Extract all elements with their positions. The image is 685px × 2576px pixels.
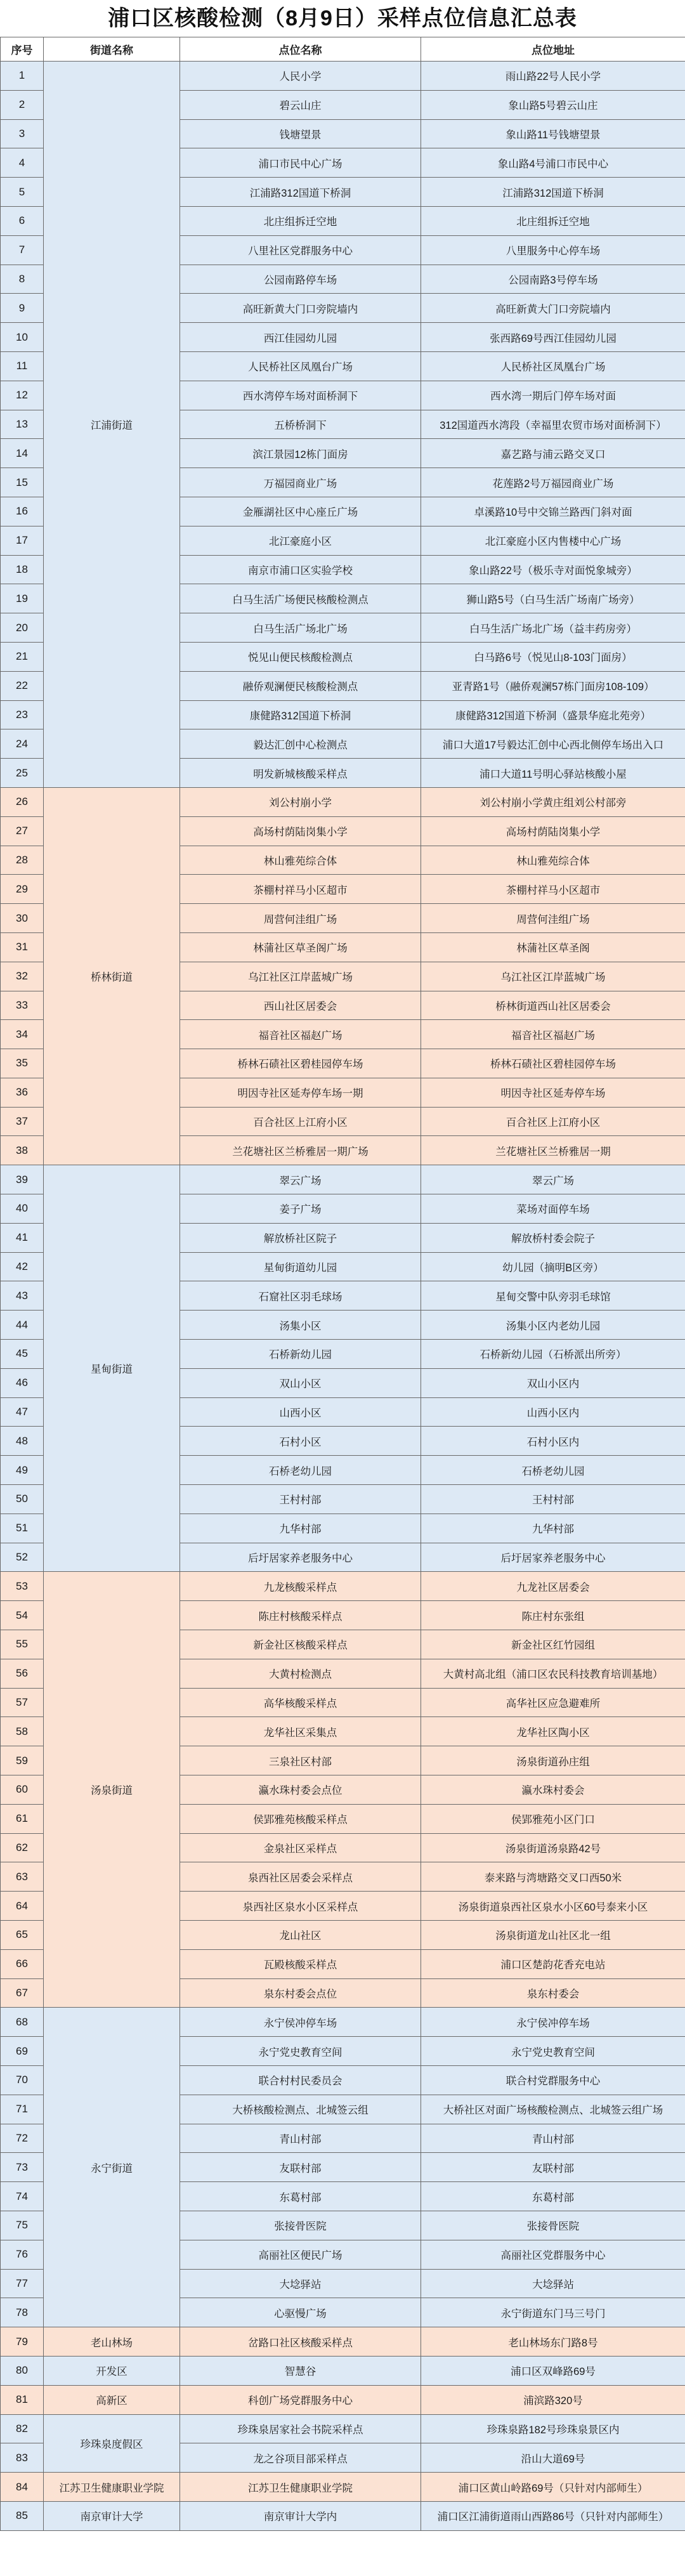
row-seq-cell: 4 <box>1 148 44 178</box>
point-name-cell: 兰花塘社区兰桥雅居一期广场 <box>180 1136 421 1165</box>
point-name-cell: 五桥桥洞下 <box>180 410 421 439</box>
point-name-cell: 泉西社区泉水小区采样点 <box>180 1892 421 1921</box>
table-row <box>1 62 685 91</box>
point-address-cell: 后圩居家养老服务中心 <box>421 1543 685 1572</box>
row-seq-cell: 27 <box>1 816 44 846</box>
street-name-cell: 高新区 <box>44 2385 180 2414</box>
point-address-cell: 象山路11号钱塘望景 <box>421 119 685 148</box>
point-address-cell: 高华社区应急避难所 <box>421 1688 685 1717</box>
row-seq-cell: 59 <box>1 1746 44 1775</box>
point-name-cell: 王村村部 <box>180 1485 421 1514</box>
point-name-cell: 东葛村部 <box>180 2182 421 2211</box>
point-name-cell: 珍珠泉居家社会书院采样点 <box>180 2414 421 2443</box>
point-address-cell: 公园南路3号停车场 <box>421 265 685 294</box>
row-seq-cell: 31 <box>1 932 44 962</box>
point-name-cell: 百合社区上江府小区 <box>180 1107 421 1136</box>
street-name-cell: 星甸街道 <box>44 1165 180 1572</box>
table-body <box>1 62 685 2531</box>
header-row <box>1 37 685 62</box>
point-name-cell: 大黄村检测点 <box>180 1659 421 1688</box>
point-name-cell: 大桥核酸检测点、北城签云组 <box>180 2095 421 2124</box>
point-name-cell: 林山雅苑综合体 <box>180 846 421 875</box>
point-name-cell: 白马生活广场便民核酸检测点 <box>180 584 421 613</box>
point-address-cell: 泰来路与湾塘路交叉口西50米 <box>421 1862 685 1892</box>
point-name-cell: 毅达汇创中心检测点 <box>180 729 421 759</box>
point-name-cell: 南京审计大学内 <box>180 2501 421 2530</box>
table-row <box>1 2385 685 2414</box>
row-seq-cell: 78 <box>1 2298 44 2327</box>
point-name-cell: 石窟社区羽毛球场 <box>180 1281 421 1311</box>
row-seq-cell: 39 <box>1 1165 44 1194</box>
point-name-cell: 高场村荫陆岗集小学 <box>180 816 421 846</box>
point-address-cell: 大桥社区对面广场核酸检测点、北城签云组广场 <box>421 2095 685 2124</box>
point-address-cell: 明因寺社区延寿停车场 <box>421 1078 685 1107</box>
point-address-cell: 西水湾一期后门停车场对面 <box>421 381 685 410</box>
point-name-cell: 碧云山庄 <box>180 90 421 119</box>
row-seq-cell: 17 <box>1 526 44 555</box>
point-address-cell: 浦口区黄山岭路69号（只针对内部师生） <box>421 2473 685 2502</box>
point-name-cell: 侯郢雅苑核酸采样点 <box>180 1804 421 1833</box>
point-name-cell: 刘公村崩小学 <box>180 787 421 816</box>
sampling-points-table <box>0 37 685 2531</box>
point-name-cell: 泉西社区居委会采样点 <box>180 1862 421 1892</box>
row-seq-cell: 74 <box>1 2182 44 2211</box>
point-address-cell: 卓溪路10号中交锦兰路西门斜对面 <box>421 497 685 526</box>
point-name-cell: 白马生活广场北广场 <box>180 613 421 643</box>
point-address-cell: 老山林场东门路8号 <box>421 2327 685 2357</box>
point-name-cell: 林蒲社区草圣阁广场 <box>180 932 421 962</box>
street-name-cell: 永宁街道 <box>44 2008 180 2327</box>
point-name-cell: 三泉社区村部 <box>180 1746 421 1775</box>
row-seq-cell: 72 <box>1 2124 44 2153</box>
row-seq-cell: 36 <box>1 1078 44 1107</box>
point-address-cell: 菜场对面停车场 <box>421 1194 685 1224</box>
point-address-cell: 象山路22号（极乐寺对面悦象城旁） <box>421 555 685 584</box>
point-name-cell: 周营何洼组广场 <box>180 904 421 933</box>
row-seq-cell: 58 <box>1 1717 44 1746</box>
street-name-cell: 老山林场 <box>44 2327 180 2357</box>
row-seq-cell: 30 <box>1 904 44 933</box>
point-name-cell: 永宁党史教育空间 <box>180 2037 421 2066</box>
row-seq-cell: 2 <box>1 90 44 119</box>
street-name-cell: 南京审计大学 <box>44 2501 180 2530</box>
street-name-cell: 汤泉街道 <box>44 1572 180 2008</box>
point-address-cell: 山西小区内 <box>421 1397 685 1427</box>
point-name-cell: 江苏卫生健康职业学院 <box>180 2473 421 2502</box>
point-address-cell: 茶棚村祥马小区超市 <box>421 875 685 904</box>
row-seq-cell: 47 <box>1 1397 44 1427</box>
point-address-cell: 林山雅苑综合体 <box>421 846 685 875</box>
header-point-name: 点位名称 <box>180 37 421 62</box>
point-address-cell: 康健路312国道下桥洞（盛景华庭北苑旁） <box>421 700 685 729</box>
row-seq-cell: 21 <box>1 642 44 671</box>
point-address-cell: 北江豪庭小区内售楼中心广场 <box>421 526 685 555</box>
point-address-cell: 浦口大道11号明心驿站核酸小屋 <box>421 759 685 788</box>
row-seq-cell: 3 <box>1 119 44 148</box>
row-seq-cell: 53 <box>1 1572 44 1601</box>
row-seq-cell: 20 <box>1 613 44 643</box>
point-name-cell: 汤集小区 <box>180 1311 421 1340</box>
point-address-cell: 永宁街道东门马三号门 <box>421 2298 685 2327</box>
point-name-cell: 解放桥社区院子 <box>180 1223 421 1252</box>
row-seq-cell: 68 <box>1 2008 44 2037</box>
row-seq-cell: 56 <box>1 1659 44 1688</box>
row-seq-cell: 82 <box>1 2414 44 2443</box>
row-seq-cell: 11 <box>1 351 44 381</box>
point-name-cell: 人民小学 <box>180 62 421 91</box>
row-seq-cell: 12 <box>1 381 44 410</box>
point-name-cell: 山西小区 <box>180 1397 421 1427</box>
row-seq-cell: 81 <box>1 2385 44 2414</box>
point-address-cell: 大埝驿站 <box>421 2269 685 2298</box>
row-seq-cell: 46 <box>1 1368 44 1397</box>
street-name-cell: 江浦街道 <box>44 62 180 788</box>
row-seq-cell: 62 <box>1 1833 44 1862</box>
point-address-cell: 石桥老幼儿园 <box>421 1456 685 1485</box>
point-name-cell: 高华核酸采样点 <box>180 1688 421 1717</box>
point-name-cell: 瀛水珠村委会点位 <box>180 1775 421 1805</box>
point-address-cell: 泉东村委会 <box>421 1978 685 2008</box>
point-name-cell: 明发新城核酸采样点 <box>180 759 421 788</box>
point-address-cell: 白马生活广场北广场（益丰药房旁） <box>421 613 685 643</box>
point-name-cell: 智慧谷 <box>180 2356 421 2385</box>
point-name-cell: 高旺新黄大门口旁院墙内 <box>180 294 421 323</box>
point-address-cell: 解放桥村委会院子 <box>421 1223 685 1252</box>
row-seq-cell: 71 <box>1 2095 44 2124</box>
point-address-cell: 高场村荫陆岗集小学 <box>421 816 685 846</box>
page-title: 浦口区核酸检测（8月9日）采样点位信息汇总表 <box>0 0 685 37</box>
point-name-cell: 西山社区居委会 <box>180 991 421 1020</box>
row-seq-cell: 24 <box>1 729 44 759</box>
row-seq-cell: 32 <box>1 962 44 991</box>
point-name-cell: 钱塘望景 <box>180 119 421 148</box>
point-address-cell: 青山村部 <box>421 2124 685 2153</box>
row-seq-cell: 26 <box>1 787 44 816</box>
point-name-cell: 公园南路停车场 <box>180 265 421 294</box>
point-name-cell: 龙之谷项目部采样点 <box>180 2443 421 2473</box>
row-seq-cell: 49 <box>1 1456 44 1485</box>
point-name-cell: 万福园商业广场 <box>180 468 421 497</box>
point-address-cell: 沿山大道69号 <box>421 2443 685 2473</box>
table-row <box>1 1572 685 1601</box>
row-seq-cell: 84 <box>1 2473 44 2502</box>
row-seq-cell: 79 <box>1 2327 44 2357</box>
point-name-cell: 新金社区核酸采样点 <box>180 1630 421 1659</box>
table-row <box>1 2356 685 2385</box>
row-seq-cell: 5 <box>1 178 44 207</box>
row-seq-cell: 14 <box>1 439 44 468</box>
point-name-cell: 西水湾停车场对面桥洞下 <box>180 381 421 410</box>
point-name-cell: 茶棚村祥马小区超市 <box>180 875 421 904</box>
row-seq-cell: 35 <box>1 1049 44 1078</box>
point-address-cell: 百合社区上江府小区 <box>421 1107 685 1136</box>
point-address-cell: 江浦路312国道下桥洞 <box>421 178 685 207</box>
table-row <box>1 2501 685 2530</box>
point-address-cell: 浦滨路320号 <box>421 2385 685 2414</box>
street-name-cell: 江苏卫生健康职业学院 <box>44 2473 180 2502</box>
row-seq-cell: 54 <box>1 1601 44 1630</box>
point-address-cell: 星甸交警中队旁羽毛球馆 <box>421 1281 685 1311</box>
point-name-cell: 大埝驿站 <box>180 2269 421 2298</box>
point-name-cell: 后圩居家养老服务中心 <box>180 1543 421 1572</box>
row-seq-cell: 9 <box>1 294 44 323</box>
row-seq-cell: 57 <box>1 1688 44 1717</box>
point-address-cell: 王村村部 <box>421 1485 685 1514</box>
point-name-cell: 青山村部 <box>180 2124 421 2153</box>
point-address-cell: 友联村部 <box>421 2153 685 2182</box>
point-address-cell: 张西路69号西江佳园幼儿园 <box>421 323 685 352</box>
table-row <box>1 2008 685 2037</box>
row-seq-cell: 10 <box>1 323 44 352</box>
point-name-cell: 滨江景园12栋门面房 <box>180 439 421 468</box>
row-seq-cell: 85 <box>1 2501 44 2530</box>
point-address-cell: 九华村部 <box>421 1514 685 1543</box>
point-name-cell: 融侨观澜便民核酸检测点 <box>180 671 421 700</box>
point-name-cell: 双山小区 <box>180 1368 421 1397</box>
point-address-cell: 雨山路22号人民小学 <box>421 62 685 91</box>
point-address-cell: 幼儿园（摘明B区旁） <box>421 1252 685 1281</box>
point-name-cell: 金泉社区采样点 <box>180 1833 421 1862</box>
point-address-cell: 浦口区楚韵花香充电站 <box>421 1949 685 1978</box>
point-address-cell: 象山路4号浦口市民中心 <box>421 148 685 178</box>
street-name-cell: 开发区 <box>44 2356 180 2385</box>
table-row <box>1 1165 685 1194</box>
point-name-cell: 永宁侯冲停车场 <box>180 2008 421 2037</box>
row-seq-cell: 48 <box>1 1427 44 1456</box>
row-seq-cell: 70 <box>1 2065 44 2095</box>
point-name-cell: 心驱慢广场 <box>180 2298 421 2327</box>
point-address-cell: 永宁侯冲停车场 <box>421 2008 685 2037</box>
row-seq-cell: 40 <box>1 1194 44 1224</box>
header-street: 街道名称 <box>44 37 180 62</box>
point-name-cell: 岔路口社区核酸采样点 <box>180 2327 421 2357</box>
row-seq-cell: 38 <box>1 1136 44 1165</box>
point-address-cell: 瀛水珠村委会 <box>421 1775 685 1805</box>
point-address-cell: 汤集小区内老幼儿园 <box>421 1311 685 1340</box>
point-name-cell: 龙山社区 <box>180 1921 421 1950</box>
point-name-cell: 乌江社区江岸蓝城广场 <box>180 962 421 991</box>
point-address-cell: 汤泉街道龙山社区北一组 <box>421 1921 685 1950</box>
point-name-cell: 泉东村委会点位 <box>180 1978 421 2008</box>
row-seq-cell: 50 <box>1 1485 44 1514</box>
row-seq-cell: 25 <box>1 759 44 788</box>
row-seq-cell: 43 <box>1 1281 44 1311</box>
point-address-cell: 花莲路2号万福园商业广场 <box>421 468 685 497</box>
point-name-cell: 浦口市民中心广场 <box>180 148 421 178</box>
point-name-cell: 九龙核酸采样点 <box>180 1572 421 1601</box>
row-seq-cell: 16 <box>1 497 44 526</box>
point-address-cell: 亚青路1号（融侨观澜57栋门面房108-109） <box>421 671 685 700</box>
point-address-cell: 高丽社区党群服务中心 <box>421 2240 685 2269</box>
point-name-cell: 九华村部 <box>180 1514 421 1543</box>
point-address-cell: 福音社区福赵广场 <box>421 1020 685 1049</box>
row-seq-cell: 15 <box>1 468 44 497</box>
row-seq-cell: 34 <box>1 1020 44 1049</box>
point-name-cell: 高丽社区便民广场 <box>180 2240 421 2269</box>
point-name-cell: 悦见山便民核酸检测点 <box>180 642 421 671</box>
point-name-cell: 石村小区 <box>180 1427 421 1456</box>
point-name-cell: 康健路312国道下桥洞 <box>180 700 421 729</box>
point-name-cell: 金雁湖社区中心座丘广场 <box>180 497 421 526</box>
table-row <box>1 2327 685 2357</box>
point-address-cell: 人民桥社区凤凰台广场 <box>421 351 685 381</box>
row-seq-cell: 7 <box>1 235 44 265</box>
row-seq-cell: 52 <box>1 1543 44 1572</box>
point-address-cell: 汤泉街道泉西社区泉水小区60号泰来小区 <box>421 1892 685 1921</box>
point-address-cell: 石桥新幼儿园（石桥派出所旁） <box>421 1340 685 1369</box>
row-seq-cell: 22 <box>1 671 44 700</box>
point-name-cell: 西江佳园幼儿园 <box>180 323 421 352</box>
row-seq-cell: 19 <box>1 584 44 613</box>
point-name-cell: 明因寺社区延寿停车场一期 <box>180 1078 421 1107</box>
row-seq-cell: 67 <box>1 1978 44 2008</box>
point-name-cell: 石桥老幼儿园 <box>180 1456 421 1485</box>
table-row <box>1 2414 685 2443</box>
row-seq-cell: 60 <box>1 1775 44 1805</box>
point-address-cell: 周营何洼组广场 <box>421 904 685 933</box>
point-name-cell: 友联村部 <box>180 2153 421 2182</box>
point-name-cell: 星甸街道幼儿园 <box>180 1252 421 1281</box>
point-address-cell: 狮山路5号（白马生活广场南广场旁） <box>421 584 685 613</box>
header-point-address: 点位地址 <box>421 37 685 62</box>
point-address-cell: 桥林石碛社区碧桂园停车场 <box>421 1049 685 1078</box>
point-address-cell: 珍珠泉路182号珍珠泉景区内 <box>421 2414 685 2443</box>
point-address-cell: 高旺新黄大门口旁院墙内 <box>421 294 685 323</box>
row-seq-cell: 63 <box>1 1862 44 1892</box>
row-seq-cell: 13 <box>1 410 44 439</box>
point-name-cell: 北庄组拆迁空地 <box>180 206 421 235</box>
row-seq-cell: 55 <box>1 1630 44 1659</box>
point-name-cell: 八里社区党群服务中心 <box>180 235 421 265</box>
row-seq-cell: 45 <box>1 1340 44 1369</box>
row-seq-cell: 77 <box>1 2269 44 2298</box>
point-name-cell: 瓦殿核酸采样点 <box>180 1949 421 1978</box>
point-address-cell: 桥林街道西山社区居委会 <box>421 991 685 1020</box>
row-seq-cell: 41 <box>1 1223 44 1252</box>
row-seq-cell: 42 <box>1 1252 44 1281</box>
row-seq-cell: 8 <box>1 265 44 294</box>
row-seq-cell: 76 <box>1 2240 44 2269</box>
row-seq-cell: 1 <box>1 62 44 91</box>
row-seq-cell: 33 <box>1 991 44 1020</box>
street-name-cell: 珍珠泉度假区 <box>44 2414 180 2473</box>
table-row <box>1 787 685 816</box>
row-seq-cell: 23 <box>1 700 44 729</box>
point-address-cell: 侯郢雅苑小区门口 <box>421 1804 685 1833</box>
point-address-cell: 浦口区双峰路69号 <box>421 2356 685 2385</box>
point-address-cell: 九龙社区居委会 <box>421 1572 685 1601</box>
point-name-cell: 张接骨医院 <box>180 2211 421 2240</box>
point-address-cell: 乌江社区江岸蓝城广场 <box>421 962 685 991</box>
row-seq-cell: 65 <box>1 1921 44 1950</box>
point-address-cell: 白马路6号（悦见山8-103门面房） <box>421 642 685 671</box>
row-seq-cell: 29 <box>1 875 44 904</box>
row-seq-cell: 83 <box>1 2443 44 2473</box>
point-address-cell: 汤泉街道汤泉路42号 <box>421 1833 685 1862</box>
point-address-cell: 林蒲社区草圣阁 <box>421 932 685 962</box>
point-address-cell: 浦口区江浦街道雨山西路86号（只针对内部师生） <box>421 2501 685 2530</box>
point-name-cell: 翠云广场 <box>180 1165 421 1194</box>
point-name-cell: 石桥新幼儿园 <box>180 1340 421 1369</box>
point-address-cell: 翠云广场 <box>421 1165 685 1194</box>
row-seq-cell: 64 <box>1 1892 44 1921</box>
row-seq-cell: 51 <box>1 1514 44 1543</box>
point-address-cell: 浦口大道17号毅达汇创中心西北侧停车场出入口 <box>421 729 685 759</box>
point-name-cell: 人民桥社区凤凰台广场 <box>180 351 421 381</box>
row-seq-cell: 6 <box>1 206 44 235</box>
point-address-cell: 大黄村高北组（浦口区农民科技教育培训基地） <box>421 1659 685 1688</box>
point-address-cell: 八里服务中心停车场 <box>421 235 685 265</box>
point-address-cell: 北庄组拆迁空地 <box>421 206 685 235</box>
point-address-cell: 嘉艺路与浦云路交叉口 <box>421 439 685 468</box>
point-address-cell: 刘公村崩小学黄庄组刘公村部旁 <box>421 787 685 816</box>
point-name-cell: 江浦路312国道下桥洞 <box>180 178 421 207</box>
row-seq-cell: 28 <box>1 846 44 875</box>
row-seq-cell: 80 <box>1 2356 44 2385</box>
point-address-cell: 象山路5号碧云山庄 <box>421 90 685 119</box>
street-name-cell: 桥林街道 <box>44 787 180 1165</box>
row-seq-cell: 44 <box>1 1311 44 1340</box>
point-name-cell: 联合村村民委员会 <box>180 2065 421 2095</box>
point-address-cell: 汤泉街道孙庄组 <box>421 1746 685 1775</box>
point-address-cell: 龙华社区陶小区 <box>421 1717 685 1746</box>
row-seq-cell: 75 <box>1 2211 44 2240</box>
point-name-cell: 陈庄村核酸采样点 <box>180 1601 421 1630</box>
point-address-cell: 联合村党群服务中心 <box>421 2065 685 2095</box>
point-address-cell: 永宁党史教育空间 <box>421 2037 685 2066</box>
table-row <box>1 2473 685 2502</box>
point-name-cell: 科创广场党群服务中心 <box>180 2385 421 2414</box>
point-address-cell: 兰花塘社区兰桥雅居一期 <box>421 1136 685 1165</box>
point-address-cell: 张接骨医院 <box>421 2211 685 2240</box>
point-name-cell: 福音社区福赵广场 <box>180 1020 421 1049</box>
point-name-cell: 桥林石碛社区碧桂园停车场 <box>180 1049 421 1078</box>
row-seq-cell: 18 <box>1 555 44 584</box>
point-address-cell: 新金社区红竹园组 <box>421 1630 685 1659</box>
point-address-cell: 陈庄村东张组 <box>421 1601 685 1630</box>
row-seq-cell: 66 <box>1 1949 44 1978</box>
point-address-cell: 石村小区内 <box>421 1427 685 1456</box>
point-address-cell: 双山小区内 <box>421 1368 685 1397</box>
point-name-cell: 北江豪庭小区 <box>180 526 421 555</box>
row-seq-cell: 37 <box>1 1107 44 1136</box>
row-seq-cell: 69 <box>1 2037 44 2066</box>
point-name-cell: 南京市浦口区实验学校 <box>180 555 421 584</box>
row-seq-cell: 61 <box>1 1804 44 1833</box>
point-name-cell: 龙华社区采集点 <box>180 1717 421 1746</box>
point-address-cell: 312国道西水湾段（幸福里农贸市场对面桥洞下） <box>421 410 685 439</box>
point-name-cell: 姜子广场 <box>180 1194 421 1224</box>
point-address-cell: 东葛村部 <box>421 2182 685 2211</box>
header-seq: 序号 <box>1 37 44 62</box>
row-seq-cell: 73 <box>1 2153 44 2182</box>
